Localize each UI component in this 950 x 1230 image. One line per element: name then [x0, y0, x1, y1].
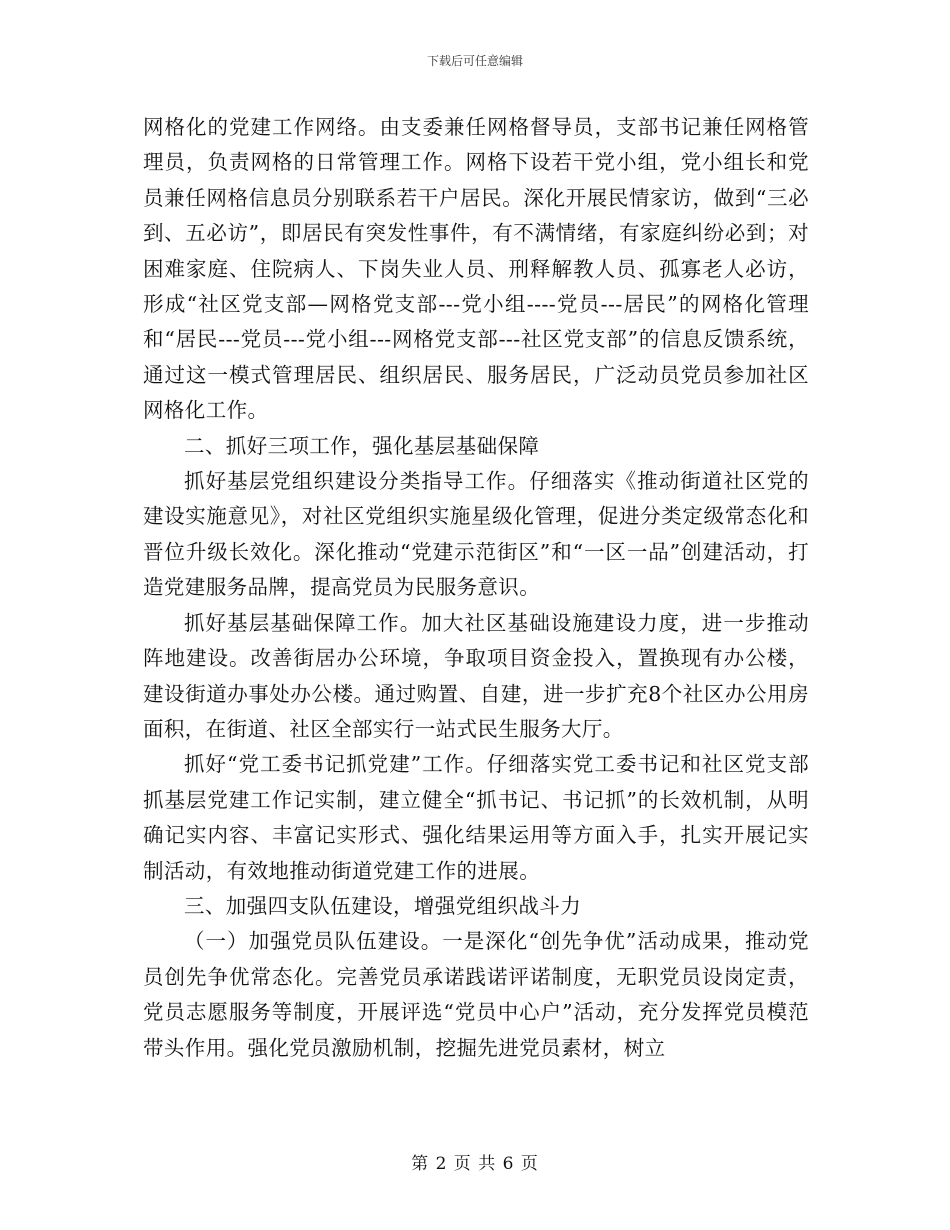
paragraph-7: （一）加强党员队伍建设。一是深化“创先争优”活动成果，推动党员创先争优常态化。完善党员承诺践诺评诺制度，无职党员设岗定责，党员志愿服务等制度，开展评选“党员中心户”活动，充分发挥党员模范带头作用。强化党员激励机制，挖掘先进党员素材，树立	[143, 929, 809, 1060]
paragraph-3: 抓好基层党组织建设分类指导工作。仔细落实《推动街道社区党的建设实施意见》，对社区党组织实施星级化管理，促进分类定级常态化和晋位升级长效化。深化推动“党建示范街区”和“一区一品”创建活动，打造党建服务品牌，提高党员为民服务意识。	[143, 469, 809, 600]
paragraph-4: 抓好基层基础保障工作。加大社区基础设施建设力度，进一步推动阵地建设。改善街居办公环境，争取项目资金投入，置换现有办公楼，建设街道办事处办公楼。通过购置、自建，进一步扩充8个社区办公用房面积，在街道、社区全部实行一站式民生服务大厅。	[143, 610, 809, 741]
page-header: 下载后可任意编辑	[426, 54, 523, 68]
document-body	[143, 110, 809, 1066]
section-heading-3: 三、加强四支队伍建设，增强党组织战斗力	[184, 893, 582, 918]
section-heading-2: 二、抓好三项工作，强化基层基础保障	[184, 433, 540, 458]
page-footer: 第 2 页 共 6 页	[411, 1154, 539, 1174]
paragraph-1: 网格化的党建工作网络。由支委兼任网格督导员，支部书记兼任网格管理员，负责网格的日常管理工作。网格下设若干党小组，党小组长和党员兼任网格信息员分别联系若干户居民。深化开展民情家访，做到“三必到、五必访”，即居民有突发性事件，有不满情绪，有家庭纠纷必到；对困难家庭、住院病人、下岗失业人员、刑释解教人员、孤寡老人必访，形成“社区党支部—网格党支部---党小组----党员---居民”的网格化管理和“居民---党员---党小组---网格党支部---社区党支部”的信息反馈系统，通过这一模式管理居民、组织居民、服务居民，广泛动员党员参加社区网格化工作。	[143, 115, 809, 423]
paragraph-5: 抓好“党工委书记抓党建”工作。仔细落实党工委书记和社区党支部抓基层党建工作记实制，建立健全“抓书记、书记抓”的长效机制，从明确记实内容、丰富记实形式、强化结果运用等方面入手，扎实开展记实制活动，有效地推动街道党建工作的进展。	[143, 752, 809, 883]
